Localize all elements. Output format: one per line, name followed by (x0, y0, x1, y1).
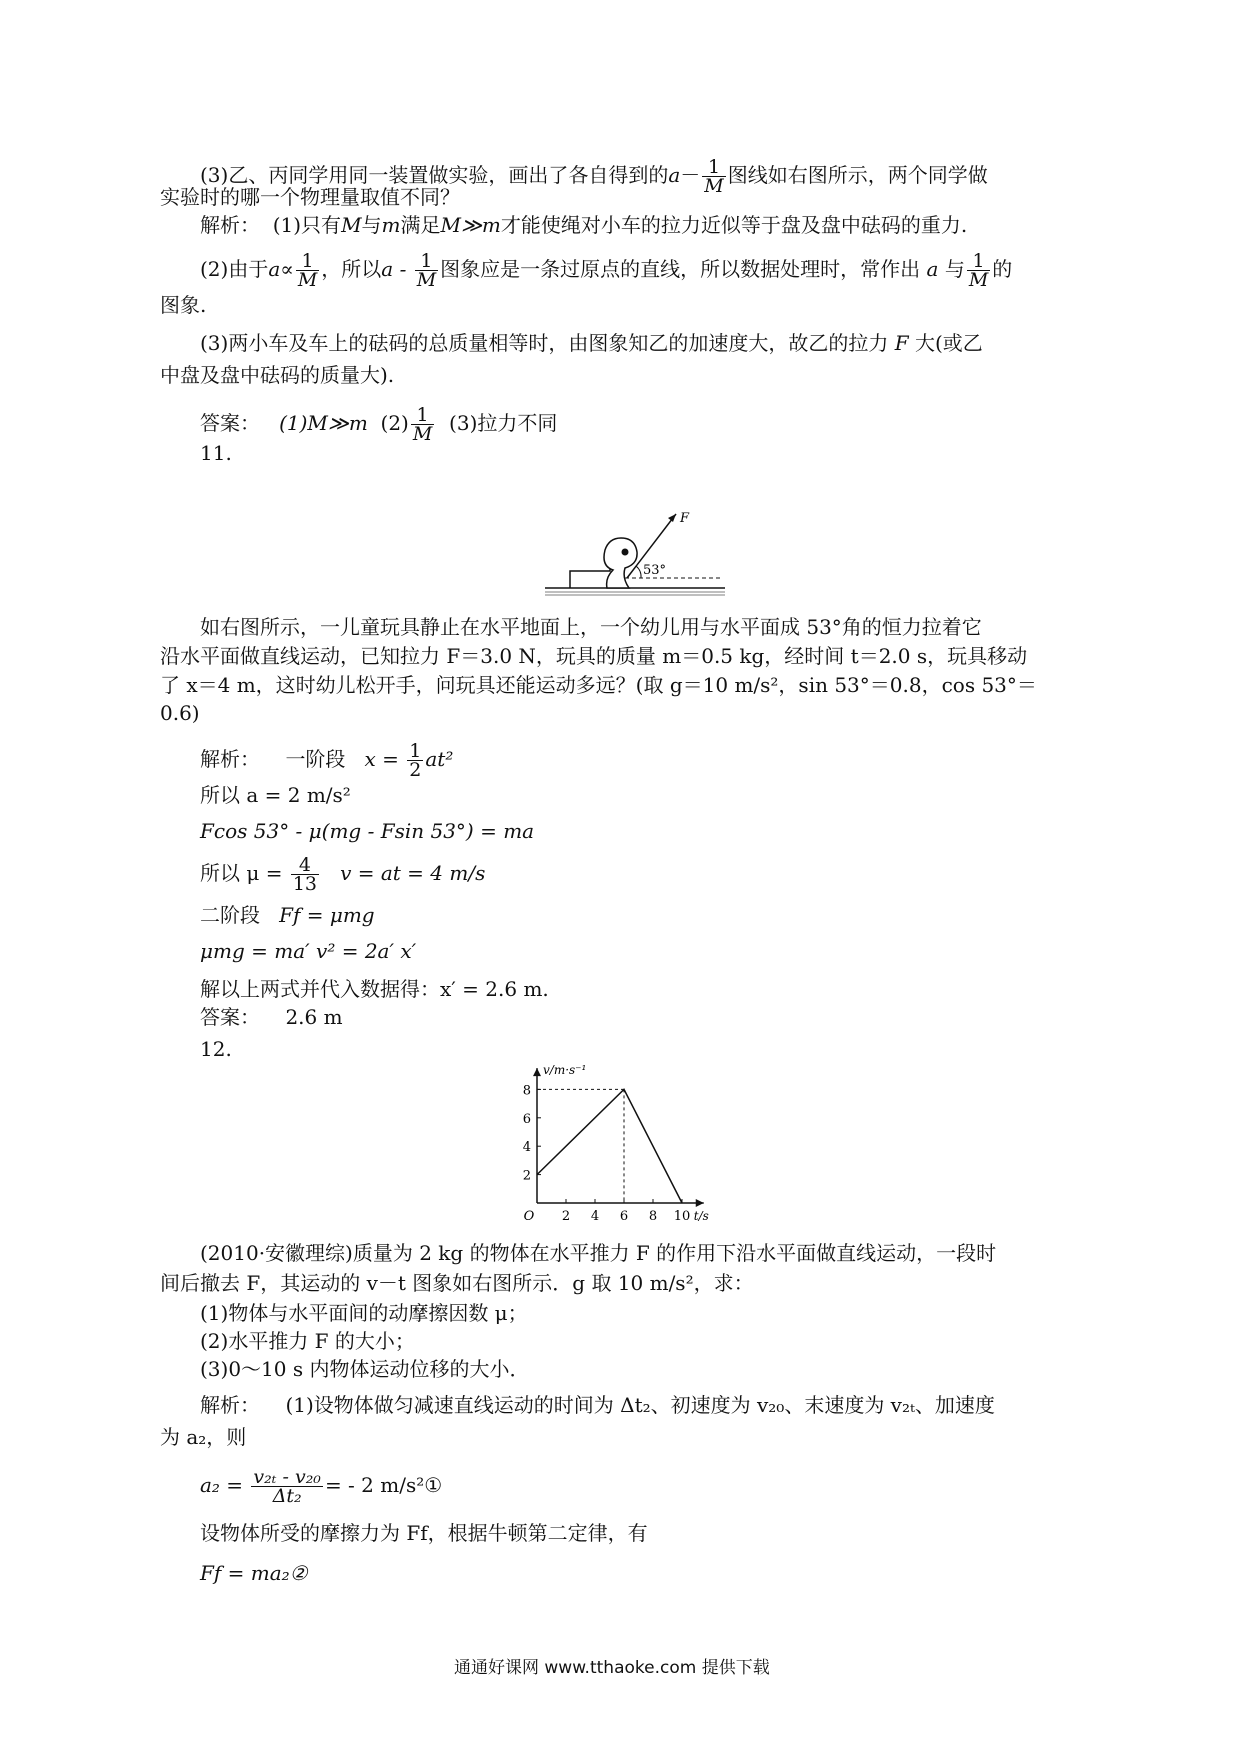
question-3-line-2: 实验时的哪一个物理量取值不同？ (160, 185, 460, 209)
series-line (537, 1089, 682, 1203)
vt-chart (515, 1058, 785, 1228)
text: 的 (992, 257, 1013, 281)
denominator: M (704, 175, 724, 197)
fraction-1-over-M (702, 158, 725, 195)
toy-head (604, 538, 637, 588)
p12-solution-line-1 (200, 1392, 995, 1418)
a-minus: a - (381, 257, 413, 281)
problem-12-number: 12. (200, 1037, 232, 1061)
fraction-1-over-M (967, 252, 990, 289)
text: (1)设物体做匀减速直线运动的时间为 Δt₂、初速度为 v₂₀、末速度为 v₂ₜ、加速度 (285, 1393, 995, 1417)
text: 与 (361, 213, 382, 237)
denominator: M (297, 269, 318, 291)
equation-lhs: a₂ = (200, 1473, 250, 1497)
solution-line-2: (2)由于a∝ $\frac{1}{M}$ ，所以a - $\frac{1}{M}$ 图象应是一条过原点的直线，所以数据处理时，常作出 a 与 $\frac{1}{M}$ 的 (200, 250, 1013, 291)
answer-value: 2.6 m (285, 1005, 343, 1029)
numerator: 4 (291, 856, 319, 875)
y-tick-label: 8 (522, 1083, 531, 1099)
label-answer: 答案： (200, 1005, 260, 1029)
arrow-head (668, 514, 676, 522)
text: 才能使绳对小车的拉力近似等于盘及盘中砝码的重力. (500, 213, 968, 237)
problem-11-text-4: 0.6) (160, 701, 200, 725)
velocity-eq: v = at = 4 m/s (340, 861, 486, 885)
x-axis-label: t/s (693, 1209, 709, 1223)
denominator: M (968, 269, 989, 291)
label-jiexi: 解析： (200, 1393, 260, 1417)
x-axis-arrow (696, 1199, 704, 1207)
numerator: v₂ₜ - v₂₀ (253, 1466, 321, 1488)
var-a: a (926, 257, 939, 281)
p11-solution-line-2: 所以 a = 2 m/s² (200, 783, 351, 807)
page-footer: 通通好课网 www.tthaoke.com 提供下载 (454, 1658, 770, 1678)
text: 图象应是一条过原点的直线，所以数据处理时，常作出 (440, 257, 921, 281)
y-tick-label: 4 (522, 1140, 531, 1156)
p11-solution-line-6: μmg = ma′ v² = 2a′ x′ (200, 939, 417, 963)
problem-12-text-2: 间后撤去 F，其运动的 v－t 图象如右图所示．g 取 10 m/s²，求： (160, 1271, 754, 1295)
problem-12-text-1: (2010·安徽理综)质量为 2 kg 的物体在水平推力 F 的作用下沿水平面做直线运动，一段时 (200, 1241, 997, 1265)
denominator: 13 (292, 873, 318, 895)
problem-11-number: 11. (200, 441, 232, 465)
x-tick-label: 4 (590, 1209, 600, 1224)
proportional: a∝ (268, 257, 294, 281)
relation: M≫m (440, 213, 501, 237)
label-answer: 答案： (200, 411, 260, 435)
y-axis-arrow (533, 1068, 541, 1076)
angle-arc (636, 566, 641, 578)
numerator: 1 (967, 252, 990, 271)
solution-line-1 (200, 212, 967, 238)
text: (1)只有 (272, 213, 342, 237)
numerator: 1 (411, 406, 434, 425)
answer-1: (1)M≫m (279, 411, 368, 435)
fraction-accel (251, 1468, 323, 1505)
x-tick-label: 8 (648, 1209, 658, 1224)
p12-equation-2: Ff = ma₂② (200, 1561, 308, 1585)
text: 与 (944, 257, 965, 281)
var-m: m (381, 213, 401, 237)
fraction-1-over-M (411, 406, 434, 443)
y-tick-label: 2 (522, 1168, 531, 1184)
fraction-1-over-M (415, 252, 438, 289)
label-jiexi: 解析： (200, 747, 260, 771)
toy-body (570, 563, 610, 588)
toy-figure (545, 508, 725, 598)
text: 所以 μ = (200, 861, 289, 885)
equation-rhs: at² (425, 747, 454, 771)
text: 图线如右图所示，两个同学做 (727, 163, 988, 187)
text: (3)两小车及车上的砝码的总质量相等时，由图象知乙的加速度大，故乙的拉力 (200, 331, 889, 355)
text: 满足 (400, 213, 441, 237)
origin-label: O (523, 1209, 535, 1224)
text: 所以 (341, 257, 382, 281)
numerator: 1 (702, 158, 725, 177)
var-M: M (341, 213, 362, 237)
numerator: 1 (415, 252, 438, 271)
problem-12-item-1: (1)物体与水平面间的动摩擦因数 μ； (200, 1301, 528, 1325)
text: (2)由于 (200, 257, 269, 281)
problem-12-item-2: (2)水平推力 F 的大小； (200, 1329, 415, 1353)
denominator: M (412, 423, 433, 445)
problem-11-text-3: 了 x＝4 m，这时幼儿松开手，问玩具还能运动多远？(取 g＝10 m/s²，sin 53°＝0.8，cos 53°＝ (160, 673, 1037, 697)
p11-solution-line-5 (200, 902, 375, 928)
label-jiexi: 解析： (200, 213, 260, 237)
ground-hatch (545, 592, 725, 595)
y-axis-label: v/m·s⁻¹ (543, 1063, 587, 1078)
answer-3: (3)拉力不同 (449, 411, 558, 435)
solution-line-5: 中盘及盘中砝码的质量大). (160, 363, 395, 387)
p12-solution-line-2: 为 a₂，则 (160, 1425, 247, 1449)
force-label: F (680, 511, 690, 526)
problem-11-text-2: 沿水平面做直线运动，已知拉力 F＝3.0 N，玩具的质量 m＝0.5 kg，经时间 t＝2.0 s，玩具移动 (160, 644, 1028, 668)
friction-eq: Ff = μmg (279, 903, 375, 927)
y-tick-label: 6 (522, 1111, 531, 1127)
x-tick-label: 6 (619, 1209, 629, 1224)
p11-answer-line (200, 1004, 343, 1030)
x-tick-label: 10 (673, 1209, 691, 1224)
denominator: 2 (409, 759, 422, 781)
numerator: 1 (296, 252, 319, 271)
text: 大(或乙 (914, 331, 983, 355)
fraction-mu (291, 856, 319, 893)
denominator: Δt₂ (272, 1485, 302, 1507)
denominator: M (416, 269, 437, 291)
solution-line-4 (200, 330, 983, 356)
var-a: a (668, 163, 681, 187)
dash: － (680, 163, 701, 187)
fraction-1-over-M (296, 252, 319, 289)
var-F: F (894, 331, 909, 355)
numerator: 1 (409, 740, 422, 762)
problem-12-item-3: (3)0～10 s 内物体运动位移的大小． (200, 1357, 530, 1381)
answer-2: (2) (380, 411, 409, 435)
fraction-half (407, 742, 423, 779)
text: 二阶段 (200, 903, 260, 927)
p12-solution-line-3: 设物体所受的摩擦力为 Ff，根据牛顿第二定律，有 (200, 1521, 648, 1545)
p11-solution-line-7: 解以上两式并代入数据得：x′ = 2.6 m. (200, 977, 549, 1001)
problem-11-text-1: 如右图所示，一儿童玩具静止在水平地面上，一个幼儿用与水平面成 53°角的恒力拉着它 (200, 615, 982, 639)
p12-equation-1 (200, 1468, 442, 1505)
p11-solution-line-3: Fcos 53° - μ(mg - Fsin 53°) = ma (200, 819, 535, 843)
text: (3)乙、丙同学用同一装置做实验，画出了各自得到的 (200, 163, 669, 187)
answer-line (200, 406, 557, 443)
text: 一阶段 (285, 747, 346, 771)
solution-line-3: 图象. (160, 293, 207, 317)
p11-solution-line-1 (200, 742, 453, 779)
toy-eye (622, 549, 629, 556)
angle-label: 53° (643, 563, 667, 578)
equation-lhs: x = (364, 747, 406, 771)
x-tick-label: 2 (561, 1209, 571, 1224)
p11-solution-line-4 (200, 856, 485, 893)
equation-rhs: = - 2 m/s²① (324, 1473, 443, 1497)
